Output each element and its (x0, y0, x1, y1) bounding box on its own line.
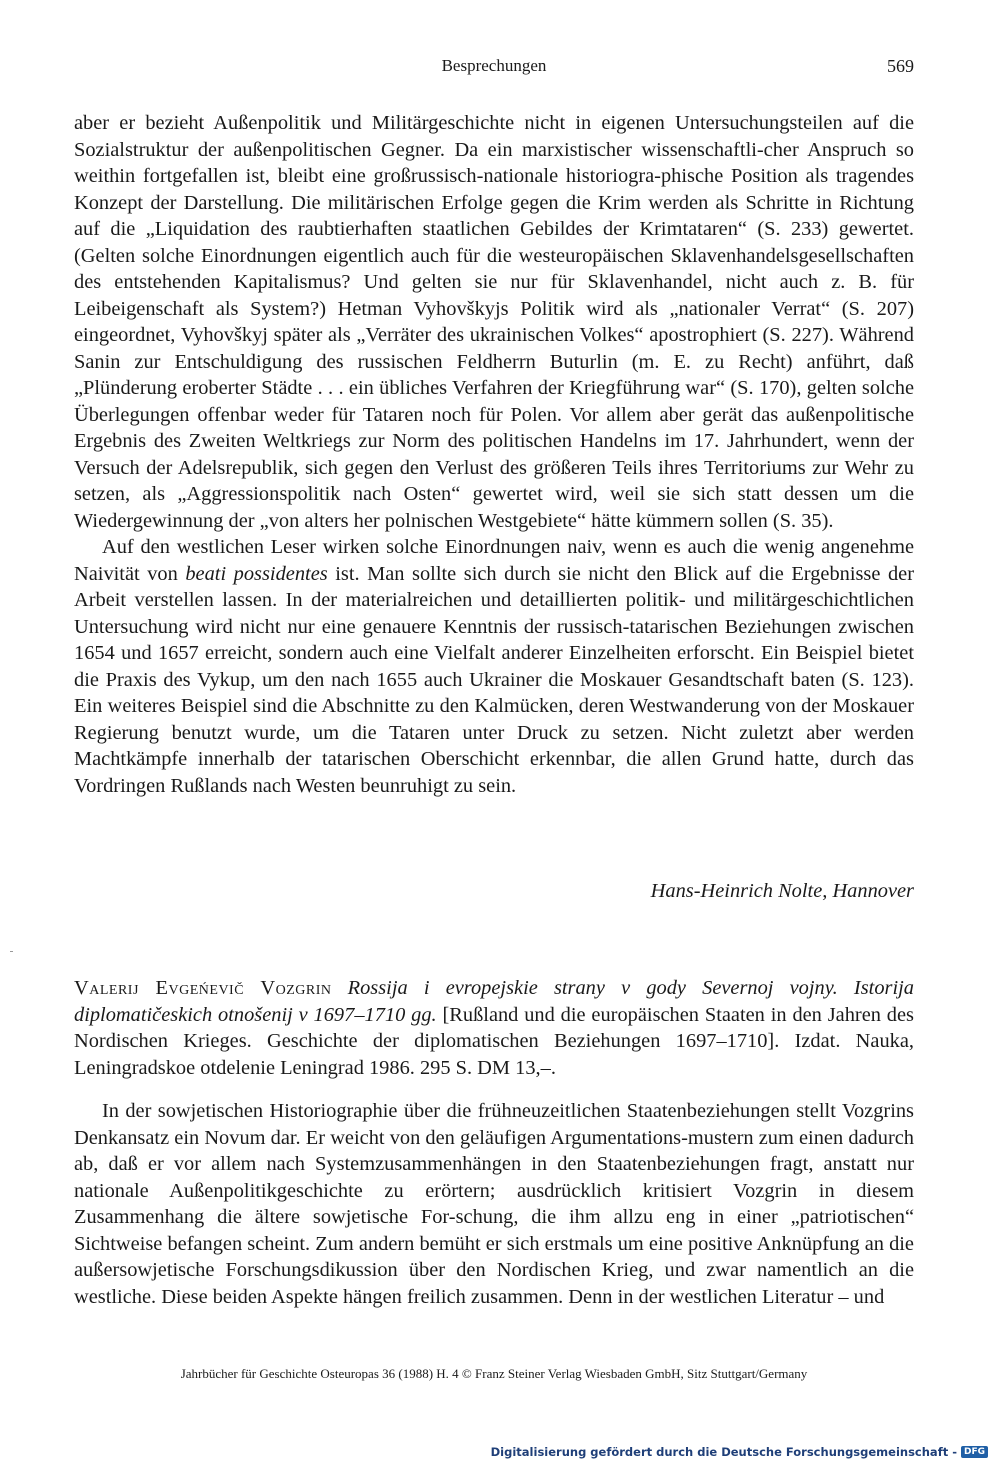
book-details: [Rußland und die europäischen Staaten in den Jahren des Nordischen Krieges. Geschichte der diplomatischen Beziehungen 1697–1710]. Izdat. Nauka, Leningradskoe otdelenie Leningrad 1986. 295 S. DM 13,–. (74, 1003, 914, 1079)
dfg-credit-text: Digitalisierung gefördert durch die Deutsche Forschungsgemeinschaft - (490, 1445, 957, 1459)
reviewer-signature: Hans-Heinrich Nolte, Hannover (650, 880, 914, 902)
dfg-logo: DFG (961, 1446, 988, 1458)
margin-mark (10, 951, 13, 952)
book-title: Rossija i evropejskie strany v gody Severnoj vojny. Istorija diplomatičeskich otnošenij v 1697–1710 gg. (74, 977, 914, 1026)
book-author: Valerij Evgeńevič Vozgrin (74, 977, 332, 999)
review1-p2-italic: beati possidentes (185, 562, 328, 585)
review-text-2 (74, 1098, 914, 1310)
review2-paragraph-1: In der sowjetischen Historiographie über die frühneuzeitlichen Staatenbeziehungen stellt Vozgrins Denkansatz ein Novum dar. Er weicht von den geläufigen Argumentations-mustern zum einen dadurch ab, daß er vor allem nach Systemzusammenhängen in den Staatenbeziehungen fragt, anstatt nur nationale Außenpolitikgeschichte zu erörtern; ausdrücklich kritisiert Vozgrin in diesem Zusammenhang die ältere sowjetische For-schung, die ihm allzu eng in einer „patriotischen“ Sichtweise befangen scheint. Zum andern bemüht er sich erstmals um eine positive Anknüpfung an die außersowjetische Forschungsdikussion über den Nordischen Krieg, und zwar namentlich an die westliche. Diese beiden Aspekte hängen freilich zusammen. Denn in der westlichen Literatur – und (74, 1100, 914, 1308)
review-text-1 (74, 110, 914, 799)
review1-paragraph-2 (74, 534, 914, 799)
review1-paragraph-1: aber er bezieht Außenpolitik und Militärgeschichte nicht in eigenen Untersuchungsteilen auf die Sozialstruktur der außenpolitischen Gegner. Da ein marxistischer wissenschaftli-cher Anspruch so weithin fortgefallen ist, bleibt eine großrussisch-nationale historiogra-phische Position als tragendes Konzept der Darstellung. Die militärischen Erfolge gegen die Krim werden als Schritte in Richtung auf die „Liquidation des raubtierhaften staatlichen Gebildes der Krimtataren“ (S. 233) gewertet. (Gelten solche Einordnungen eigentlich auch für die westeuropäischen Sklavenhandelsgesellschaften des entstehenden Kapitalismus? Und gelten sie nur für Sklavenhandel, nicht auch z. B. für Leibeigenschaft als System?) Hetman Vyhovškyjs Politik wird als „nationaler Verrat“ (S. 207) eingeordnet, Vyhovškyj später als „Verräter des ukrainischen Volkes“ apostrophiert (S. 227). Während Sanin zur Entschuldigung des russischen Feldherrn Buturlin (m. E. zu Recht) anführt, daß „Plünderung eroberter Städte . . . ein übliches Verfahren der Kriegführung war“ (S. 170), gelten solche Überlegungen offenbar weder für Tataren noch für Polen. Vor allem aber gerät das außenpolitische Ergebnis des Zweiten Weltkriegs zur Norm des politischen Handelns im 17. Jahrhundert, wenn der Versuch der Adelsrepublik, sich gegen den Verlust des größeren Teils ihres Territoriums zur Wehr zu setzen, als „Aggressionspolitik nach Osten“ gewertet wird, weil sie sich statt dessen um die Wiedergewinnung der „von alters her polnischen Westgebiete“ hätte kümmern sollen (S. 35). (74, 112, 914, 532)
running-title: Besprechungen (441, 56, 547, 75)
page-number: 569 (887, 56, 914, 76)
dfg-credit (491, 1445, 988, 1459)
bibliographic-entry (74, 975, 914, 1081)
review1-p2-before: Auf den westlichen Leser wirken solche Einordnungen naiv, wenn es auch die wenig angenehme Naivität von (74, 536, 914, 585)
running-header (74, 56, 914, 82)
review1-p2-after: ist. Man sollte sich durch sie nicht den Blick auf die Ergebnisse der Arbeit verstellen lassen. In der materialreichen und detaillierten politik- und militärgeschichtlichen Untersuchung wird nicht nur eine genauere Kenntnis der russisch-tatarischen Beziehungen zwischen 1654 und 1657 erreicht, sondern auch eine Vielfalt anderer Einzelheiten erforscht. Ein Beispiel bietet die Praxis des Vykup, um den nach 1655 auch Ukrainer die Moskauer Gesandtschaft baten (S. 123). Ein weiteres Beispiel sind die Abschnitte zu den Kalmücken, deren Westwanderung von der Moskauer Regierung benutzt wurde, um die Tataren unter Druck zu setzen. Nicht zuletzt aber werden Machtkämpfe innerhalb der tatarischen Oberschicht erkennbar, die allen Grund hatte, durch das Vordringen Rußlands nach Westen beunruhigt zu sein. (74, 562, 914, 797)
journal-footer: Jahrbücher für Geschichte Osteuropas 36 (1988) H. 4 © Franz Steiner Verlag Wiesbaden GmbH, Sitz Stuttgart/Germany (180, 1366, 808, 1381)
